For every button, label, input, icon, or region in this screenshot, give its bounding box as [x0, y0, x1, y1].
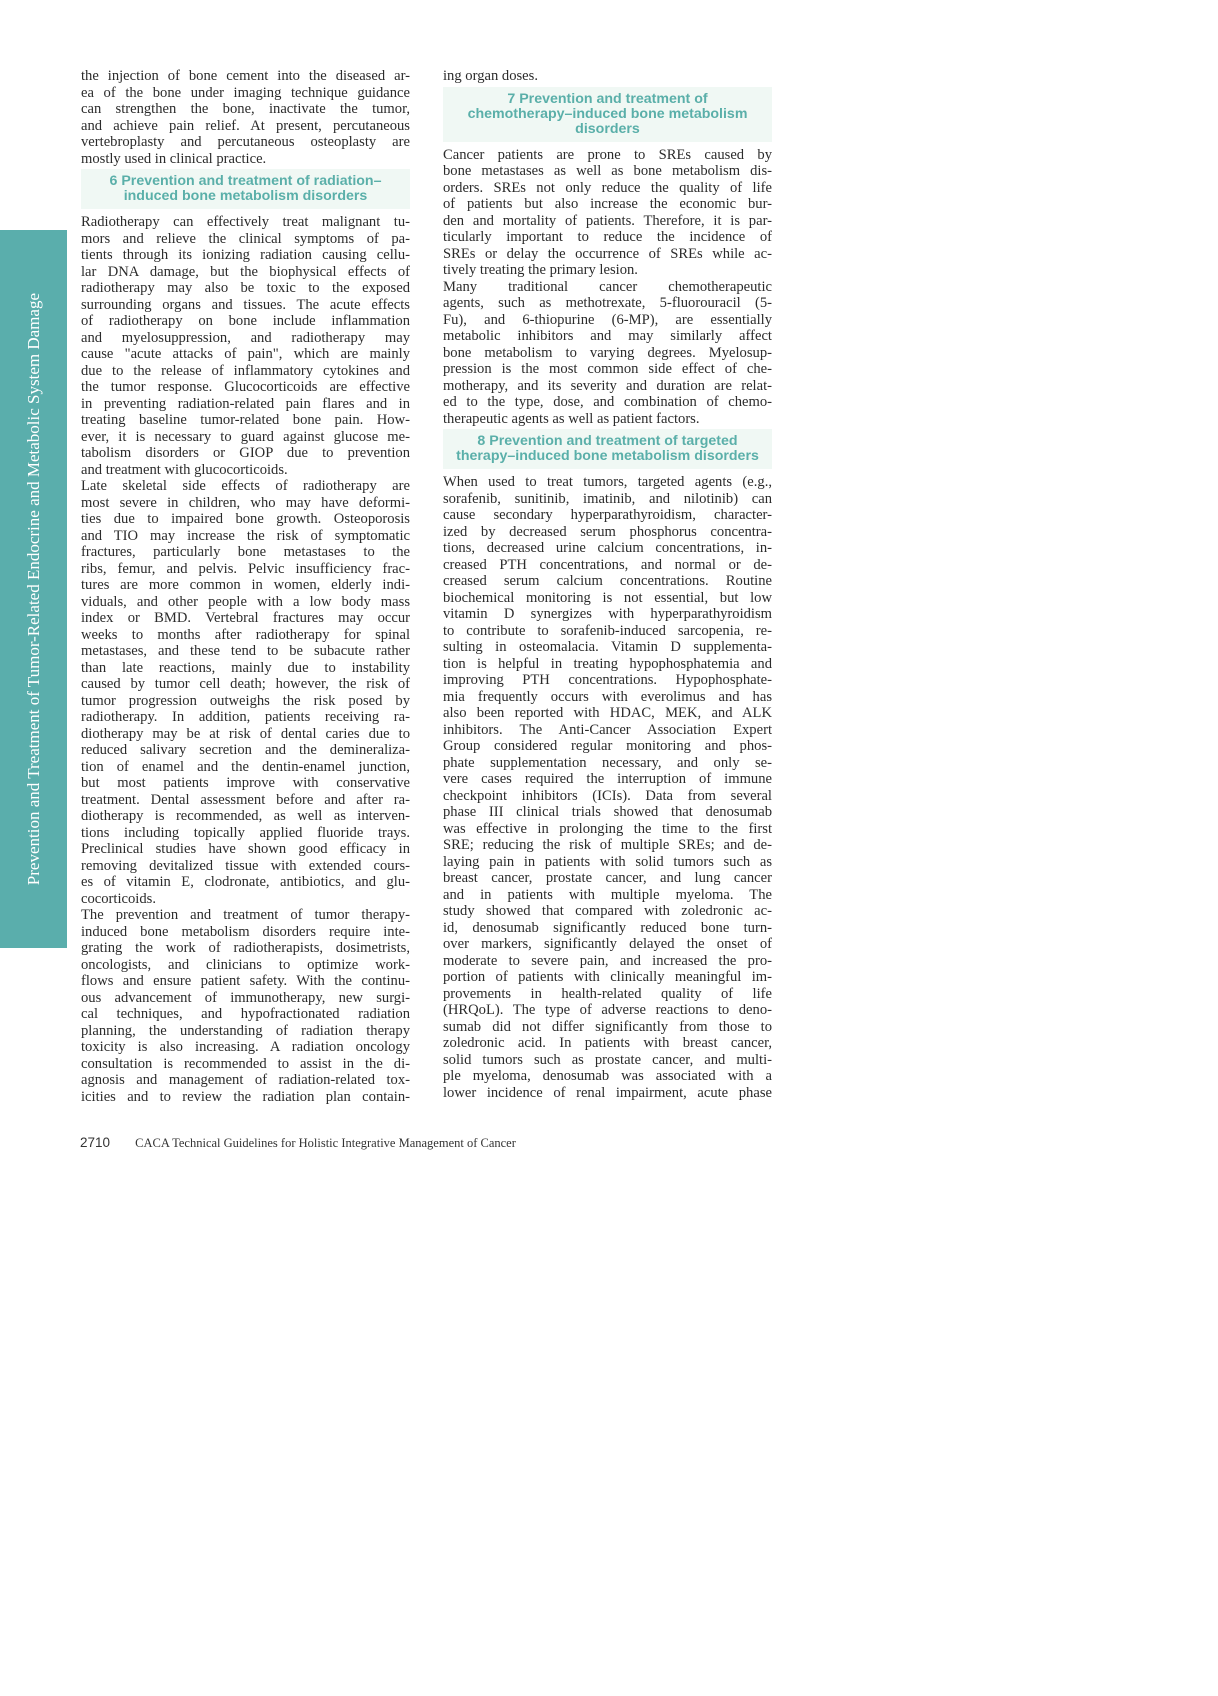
paragraph [443, 147, 772, 279]
text-line: inhibitors. The Anti-Cancer Association Expert [443, 721, 772, 738]
text-line: to contribute to sorafenib-induced sarcopenia, re- [443, 622, 772, 639]
text-line: tures are more common in women, elderly indi- [81, 577, 410, 593]
text-line: ized by decreased serum phosphorus concentra- [443, 523, 772, 540]
text-line: radiotherapy. In addition, patients receiving ra- [81, 709, 410, 725]
text-line: provements in health-related quality of life [443, 985, 772, 1002]
text-line: SREs or delay the occurrence of SREs while ac- [443, 245, 772, 262]
text-line: creased serum calcium concentrations. Routine [443, 573, 772, 589]
text-line: induced bone metabolism disorders require inte- [81, 923, 410, 940]
text-line: ea of the bone under imaging technique guidance [81, 84, 410, 101]
text-line: laying pain in patients with solid tumors such as [443, 853, 772, 870]
text-line: tabolism disorders or GIOP due to prevention [81, 445, 410, 461]
text-line: Fu), and 6-thiopurine (6-MP), are essentially [443, 311, 772, 328]
text-line: index or BMD. Vertebral fractures may occur [81, 610, 410, 626]
text-line: cause "acute attacks of pain", which are mainly [81, 346, 410, 362]
text-line: motherapy, and its severity and duration are relat- [443, 377, 772, 394]
text-line: oncologists, and clinicians to optimize work- [81, 956, 410, 973]
text-line: weeks to months after radiotherapy for spinal [81, 626, 410, 643]
text-line: and myelosuppression, and radiotherapy may [81, 329, 410, 346]
text-line: than late reactions, mainly due to instability [81, 659, 410, 676]
section-side-tab [0, 230, 67, 948]
text-line: bone metabolism to varying degrees. Myelosup- [443, 344, 772, 361]
text-line: vere cases required the interruption of immune [443, 771, 772, 787]
heading-line: chemotherapy–induced bone metabolism [467, 105, 748, 122]
text-line: metastases, and these tend to be subacute rather [81, 643, 410, 659]
paragraph [81, 478, 410, 907]
right-column [443, 68, 772, 1101]
text-line: sulting in osteomalacia. Vitamin D supplementa- [443, 639, 772, 655]
heading-line: induced bone metabolism disorders [123, 188, 368, 204]
text-line: the tumor response. Glucocorticoids are effective [81, 379, 410, 395]
text-line: Late skeletal side effects of radiotherapy are [81, 478, 410, 494]
text-line: of radiotherapy on bone include inflammation [81, 313, 410, 329]
text-line: den and mortality of patients. Therefore, it is par- [443, 212, 772, 229]
text-line: metabolic inhibitors and may similarly affect [443, 328, 772, 344]
page-number: 2710 [80, 1135, 111, 1150]
text-line: cal techniques, and hypofractionated radiation [81, 1006, 410, 1022]
text-line: moderate to severe pain, and increased the pro- [443, 952, 772, 969]
text-line: and in patients with multiple myeloma. The [443, 886, 772, 903]
text-line: study showed that compared with zoledronic ac- [443, 903, 772, 919]
text-line: toxicity is also increasing. A radiation oncology [81, 1039, 410, 1055]
text-line: orders. SREs not only reduce the quality of life [443, 179, 772, 196]
text-line: was effective in prolonging the time to the first [443, 820, 772, 837]
text-line: due to the release of inflammatory cytokines and [81, 362, 410, 379]
text-line: ed to the type, dose, and combination of chemo- [443, 394, 772, 410]
text-line: vitamin D synergizes with hyperparathyroidism [443, 606, 772, 622]
text-line: diotherapy may be at risk of dental caries due to [81, 725, 410, 742]
text-line: Many traditional cancer chemotherapeutic [443, 278, 772, 295]
page-footer [80, 1135, 516, 1151]
text-line: ticularly important to reduce the incidence of [443, 229, 772, 245]
text-line: caused by tumor cell death; however, the risk of [81, 676, 410, 692]
text-line: id, denosumab significantly reduced bone turn- [443, 919, 772, 936]
heading-line: disorders [575, 120, 640, 137]
text-line: solid tumors such as prostate cancer, and multi- [443, 1051, 772, 1068]
text-line: diotherapy is recommended, as well as interven- [81, 808, 410, 824]
text-line: Radiotherapy can effectively treat malignant tu- [81, 214, 410, 230]
text-line: ties due to impaired bone growth. Osteoporosis [81, 511, 410, 527]
text-line: sumab did not differ significantly from those to [443, 1018, 772, 1035]
text-line: biochemical monitoring is not essential, but low [443, 589, 772, 606]
text-line: can strengthen the bone, inactivate the tumor, [81, 101, 410, 117]
text-line: mia frequently occurs with everolimus and has [443, 688, 772, 705]
text-line: ing organ doses. [443, 68, 538, 84]
text-line: cocorticoids. [81, 890, 156, 907]
text-line: checkpoint inhibitors (ICIs). Data from several [443, 787, 772, 804]
text-line: mors and relieve the clinical symptoms of pa- [81, 230, 410, 247]
text-line: the injection of bone cement into the diseased ar- [81, 68, 410, 84]
text-line: sorafenib, sunitinib, imatinib, and nilotinib) can [443, 490, 772, 507]
left-column [81, 68, 410, 1105]
text-line: treating baseline tumor-related bone pain. How- [81, 412, 410, 428]
text-line: The prevention and treatment of tumor therapy- [81, 907, 410, 923]
text-line: mostly used in clinical practice. [81, 150, 267, 167]
section-heading [443, 429, 772, 469]
text-line: most severe in children, who may have deformi- [81, 494, 410, 511]
text-line: ever, it is necessary to guard against glucose me- [81, 428, 410, 445]
text-line: tients through its ionizing radiation causing cellu- [81, 247, 410, 263]
text-line: tion is helpful in treating hypophosphatemia and [443, 655, 772, 672]
heading-line: therapy–induced bone metabolism disorders [456, 448, 759, 464]
text-line: (HRQoL). The type of adverse reactions to deno- [443, 1002, 772, 1018]
text-line: flows and ensure patient safety. With the continu- [81, 973, 410, 989]
text-line: tion of enamel and the dentin-enamel junction, [81, 758, 410, 775]
text-line: in preventing radiation-related pain flares and in [81, 395, 410, 412]
text-line: ous advancement of immunotherapy, new surgi- [81, 989, 410, 1006]
paragraph [81, 214, 410, 478]
text-line: tions including topically applied fluoride trays. [81, 824, 410, 841]
text-line: agnosis and management of radiation-related tox- [81, 1072, 410, 1088]
text-line: tions, decreased urine calcium concentrations, in- [443, 540, 772, 556]
text-line: phase III clinical trials showed that denosumab [443, 804, 772, 820]
journal-title: CACA Technical Guidelines for Holistic Integrative Management of Cancer [135, 1136, 516, 1150]
text-line: agents, such as methotrexate, 5-fluorouracil (5- [443, 295, 772, 311]
text-line: therapeutic agents as well as patient factors. [443, 410, 700, 427]
text-line: Group considered regular monitoring and phos- [443, 738, 772, 754]
section-heading [443, 87, 772, 142]
heading-line: 6 Prevention and treatment of radiation– [109, 173, 382, 189]
heading-line: 7 Prevention and treatment of [507, 90, 708, 107]
text-line: improving PTH concentrations. Hypophosphate- [443, 672, 772, 688]
text-line: consultation is recommended to assist in the di- [81, 1055, 410, 1072]
text-line: SRE; reducing the risk of multiple SREs; and de- [443, 837, 772, 853]
text-line: reduced salivary secretion and the demineraliza- [81, 742, 410, 758]
text-line: phate supplementation necessary, and only se- [443, 754, 772, 771]
text-line: viduals, and other people with a low body mass [81, 593, 410, 610]
text-line: pression is the most common side effect of che- [443, 361, 772, 377]
text-line: grating the work of radiotherapists, dosimetrists, [81, 940, 410, 956]
text-line: of patients but also increase the economic bur- [443, 196, 772, 212]
text-line: breast cancer, prostate cancer, and lung cancer [443, 870, 772, 886]
text-line: tively treating the primary lesion. [443, 262, 638, 278]
text-line: but most patients improve with conservative [81, 775, 410, 791]
text-line: radiotherapy may also be toxic to the exposed [81, 280, 410, 296]
paragraph [443, 279, 772, 428]
text-line: and treatment with glucocorticoids. [81, 461, 288, 478]
heading-line: 8 Prevention and treatment of targeted [477, 433, 738, 449]
text-line: also been reported with HDAC, MEK, and ALK [443, 705, 772, 721]
text-line: lar DNA damage, but the biophysical effects of [81, 263, 410, 280]
paragraph [443, 474, 772, 1101]
text-line: icities and to review the radiation plan contain- [81, 1088, 410, 1105]
text-line: When used to treat tumors, targeted agents (e.g., [443, 474, 772, 490]
text-line: removing devitalized tissue with extended cours- [81, 857, 410, 874]
text-line: vertebroplasty and percutaneous osteoplasty are [81, 134, 410, 150]
text-line: es of vitamin E, clodronate, antibiotics, and glu- [81, 874, 410, 890]
paragraph [443, 68, 772, 85]
paragraph [81, 68, 410, 167]
side-tab-label: Prevention and Treatment of Tumor-Related Endocrine and Metabolic System Damage [23, 292, 43, 886]
text-line: and TIO may increase the risk of symptomatic [81, 527, 410, 544]
text-line: ribs, femur, and pelvis. Pelvic insufficiency frac- [81, 560, 410, 577]
text-line: over markers, significantly delayed the onset of [443, 936, 772, 952]
text-line: surrounding organs and tissues. The acute effects [81, 296, 410, 313]
text-line: Cancer patients are prone to SREs caused by [443, 146, 772, 163]
text-line: cause secondary hyperparathyroidism, character- [443, 507, 772, 523]
text-line: ple myeloma, denosumab was associated with a [443, 1068, 772, 1084]
section-heading [81, 169, 410, 209]
text-line: portion of patients with clinically meaningful im- [443, 969, 772, 985]
text-line: tumor progression outweighs the risk posed by [81, 692, 410, 709]
text-line: zoledronic acid. In patients with breast cancer, [443, 1035, 772, 1051]
text-line: Preclinical studies have shown good efficacy in [81, 841, 410, 857]
text-line: lower incidence of renal impairment, acute phase [443, 1084, 772, 1101]
text-line: and achieve pain relief. At present, percutaneous [81, 117, 410, 134]
paragraph [81, 907, 410, 1105]
text-line: treatment. Dental assessment before and after ra- [81, 791, 410, 808]
text-line: creased PTH concentrations, and normal or de- [443, 556, 772, 573]
text-line: bone metastases as well as bone metabolism dis- [443, 163, 772, 179]
text-line: planning, the understanding of radiation therapy [81, 1022, 410, 1039]
text-line: fractures, particularly bone metastases to the [81, 544, 410, 560]
